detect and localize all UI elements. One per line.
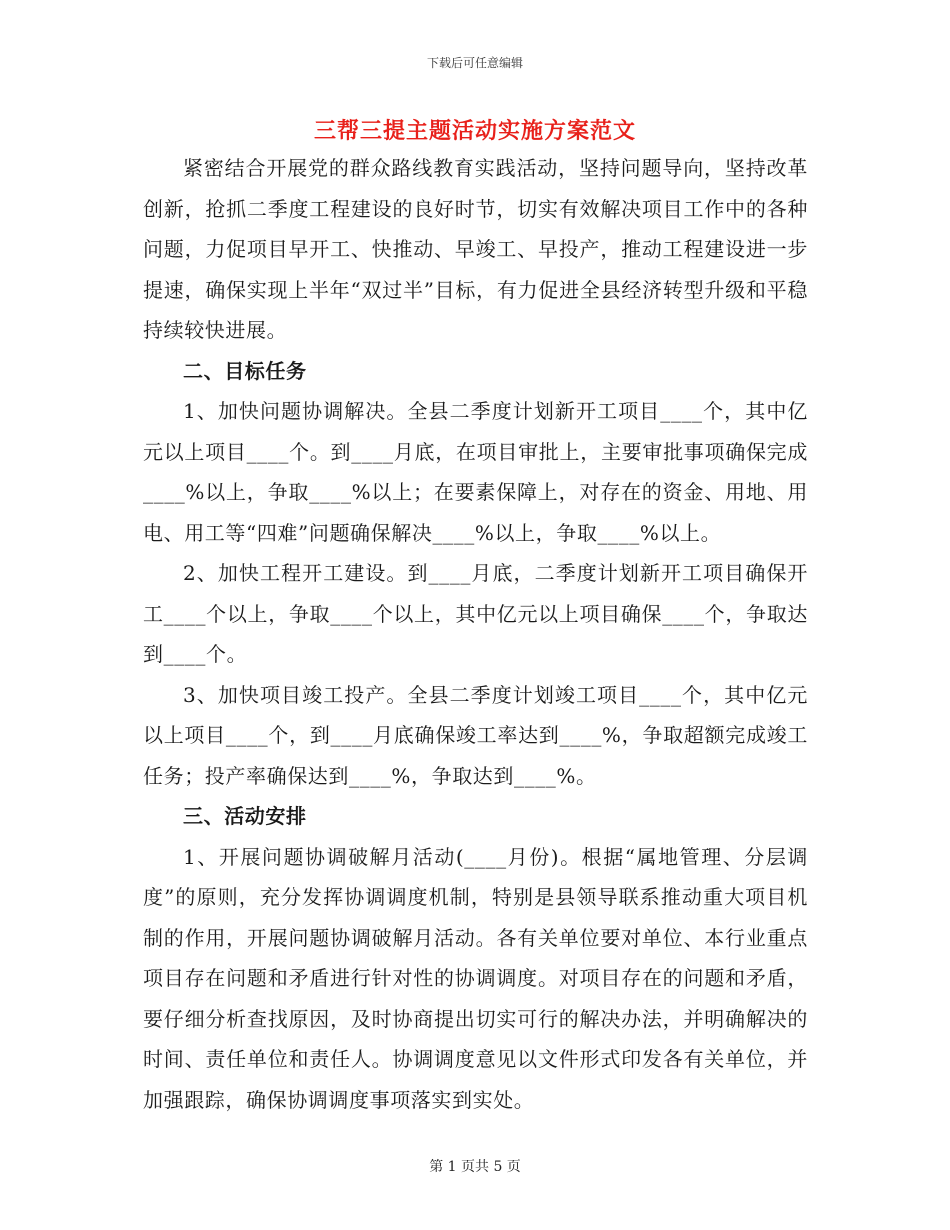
intro-paragraph: 紧密结合开展党的群众路线教育实践活动，坚持问题导向，坚持改革创新，抢抓二季度工程建设的良好时节，切实有效解决项目工作中的各种问题，力促项目早开工、快推动、早竣工、早投产，推动工程建设进一步提速，确保实现上半年“双过半”目标，有力促进全县经济转型升级和平稳持续较快进展。 [143,156,808,342]
activities-item-1: 1、开展问题协调破解月活动(____月份)。根据“属地管理、分层调度”的原则，充分发挥协调调度机制，特别是县领导联系推动重大项目机制的作用，开展问题协调破解月活动。各有关单位要对单位、本行业重点项目存在问题和矛盾进行针对性的协调调度。对项目存在的问题和矛盾，要仔细分析查找原因，及时协商提出切实可行的解决办法，并明确解决的时间、责任单位和责任人。协调调度意见以文件形式印发各有关单位，并加强跟踪，确保协调调度事项落实到实处。 [143,844,808,1112]
section-heading-activities: 三、活动安排 [183,804,307,828]
goals-item-2: 2、加快工程开工建设。到____月底，二季度计划新开工项目确保开工____个以上，争取____个以上，其中亿元以上项目确保____个，争取达到____个。 [143,561,808,666]
goals-item-3: 3、加快项目竣工投产。全县二季度计划竣工项目____个，其中亿元以上项目____个，到____月底确保竣工率达到____%，争取超额完成竣工任务；投产率确保达到____%，争取达到____%。 [143,682,808,788]
goals-item-1: 1、加快问题协调解决。全县二季度计划新开工项目____个，其中亿元以上项目____个。到____月底，在项目审批上，主要审批事项确保完成____%以上，争取____%以上；在要素保障上，对存在的资金、用地、用电、用工等“四难”问题确保解决____%以上，争取____%以上。 [143,399,808,545]
document-title: 三帮三提主题活动实施方案范文 [313,119,636,144]
document-body [143,148,808,1120]
header-note: 下载后可任意编辑 [426,56,523,70]
section-heading-goals: 二、目标任务 [183,358,307,383]
page-number: 第 1 页共 5 页 [429,1159,521,1175]
